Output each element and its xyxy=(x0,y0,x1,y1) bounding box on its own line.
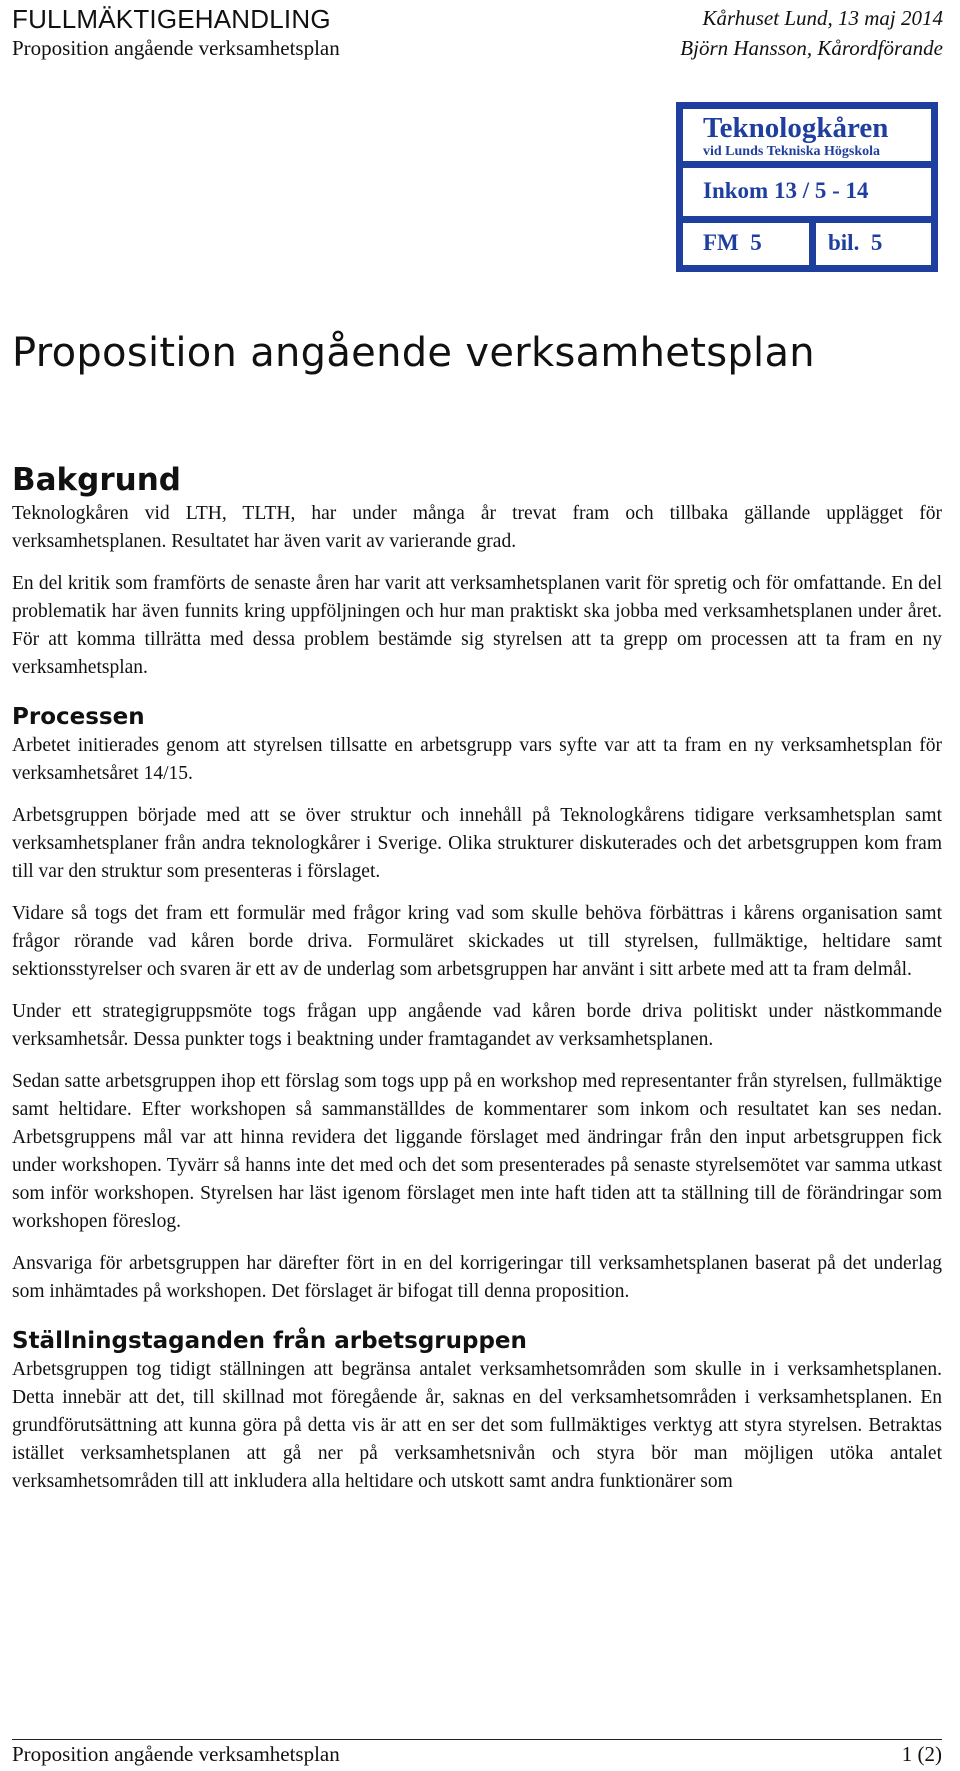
paragraph: Sedan satte arbetsgruppen ihop ett förslag som togs upp på en workshop med representanter från styrelsen, fullmäktige samt heltidare. Efter workshopen så sammanställdes de kommentarer som inkom och resultatet kan ses nedan. Arbetsgruppens mål var att hinna revidera det liggande förslaget med ändringar från den input arbetsgruppen fick under workshopen. Tyvärr så hanns inte det med och det som presenterades på senaste styrelsemötet var samma utkast som inför workshopen. Styrelsen har läst igenom förslaget men inte haft tiden att ta ställning till de förändringar som workshopen föreslog. xyxy=(12,1071,942,1232)
heading-stallningstaganden: Ställningstaganden från arbetsgruppen xyxy=(12,1328,527,1354)
receipt-stamp xyxy=(676,102,938,272)
page-title: Proposition angående verksamhetsplan xyxy=(12,330,815,376)
paragraph: Teknologkåren vid LTH, TLTH, har under många år trevat fram och tillbaka gällande upplägget för verksamhetsplanen. Resultatet har även varit av varierande grad. xyxy=(12,503,942,552)
stamp-org-cell xyxy=(683,109,931,161)
paragraph: Ansvariga för arbetsgruppen har därefter fört in en del korrigeringar till verksamhetsplanen baserat på det underlag som inhämtades på workshopen. Det förslaget är bifogat till denna proposition. xyxy=(12,1253,942,1302)
stamp-bil-cell xyxy=(816,223,931,265)
paragraph: Vidare så togs det fram ett formulär med frågor kring vad som skulle behöva förbättras i kårens organisation samt frågor rörande vad kåren borde driva. Formuläret skickades ut till styrelsen, fullmäktige, heltidare samt sektionsstyrelser och svaren är ett av de underlag som arbetsgruppen har använt i sitt arbete med att ta fram delmål. xyxy=(12,903,942,980)
footer-divider xyxy=(12,1739,942,1740)
stamp-inkom-cell xyxy=(683,168,931,216)
header-subtitle: Proposition angående verksamhetsplan xyxy=(12,36,340,60)
footer-title: Proposition angående verksamhetsplan xyxy=(12,1742,340,1766)
header-place-date: Kårhuset Lund, 13 maj 2014 xyxy=(702,6,943,30)
stamp-org: Teknologkåren xyxy=(703,112,889,144)
header-doc-type: FULLMÄKTIGEHANDLING xyxy=(12,4,331,34)
stamp-org-sub: vid Lunds Tekniska Högskola xyxy=(703,144,881,159)
heading-bakgrund: Bakgrund xyxy=(12,462,181,498)
header-author: Björn Hansson, Kårordförande xyxy=(680,36,943,60)
paragraph: Arbetet initierades genom att styrelsen tillsatte en arbetsgrupp vars syfte var att ta fram en ny verksamhetsplan för verksamhetsåret 14/15. xyxy=(12,735,942,784)
paragraph: Arbetsgruppen tog tidigt ställningen att begränsa antalet verksamhetsområden som skulle in i verksamhetsplanen. Detta innebär att det, till skillnad mot föregående år, saknas en del verksamhetsområden i verksamhetsplanen. En grundförutsättning att kunna göra på detta vis är att en ser det som fullmäktiges verktyg att styra styrelsen. Betraktas istället verksamhetsplanen att gå ner på verksamhetsnivån och styra bör man möjligen utöka antalet verksamhetsområden till att inkludera alla heltidare och utskott samt andra funktionärer som xyxy=(12,1359,942,1492)
stamp-fm-cell xyxy=(683,223,809,265)
paragraph: En del kritik som framförts de senaste åren har varit att verksamhetsplanen varit för spretig och för omfattande. En del problematik har även funnits kring uppföljningen och hur man praktiskt ska jobba med verksamhetsplanen under året. För att komma tillrätta med dessa problem bestämde sig styrelsen att ta grepp om processen att ta fram en ny verksamhetsplan. xyxy=(12,573,942,678)
document-body xyxy=(12,460,942,1510)
page-number: 1 (2) xyxy=(901,1742,942,1766)
heading-processen: Processen xyxy=(12,704,145,730)
stamp-bil: bil. 5 xyxy=(828,230,883,255)
stamp-fm: FM 5 xyxy=(703,230,762,255)
paragraph: Under ett strategigruppsmöte togs frågan upp angående vad kåren borde driva politiskt under nästkommande verksamhetsår. Dessa punkter togs i beaktning under framtagandet av verksamhetsplanen. xyxy=(12,1001,942,1050)
stamp-inkom: Inkom 13 / 5 - 14 xyxy=(703,178,869,203)
paragraph: Arbetsgruppen började med att se över struktur och innehåll på Teknologkårens tidigare verksamhetsplan samt verksamhetsplaner från andra teknologkårer i Sverige. Olika strukturer diskuterades och det arbetsgruppen kom fram till var den struktur som presenteras i förslaget. xyxy=(12,805,942,882)
